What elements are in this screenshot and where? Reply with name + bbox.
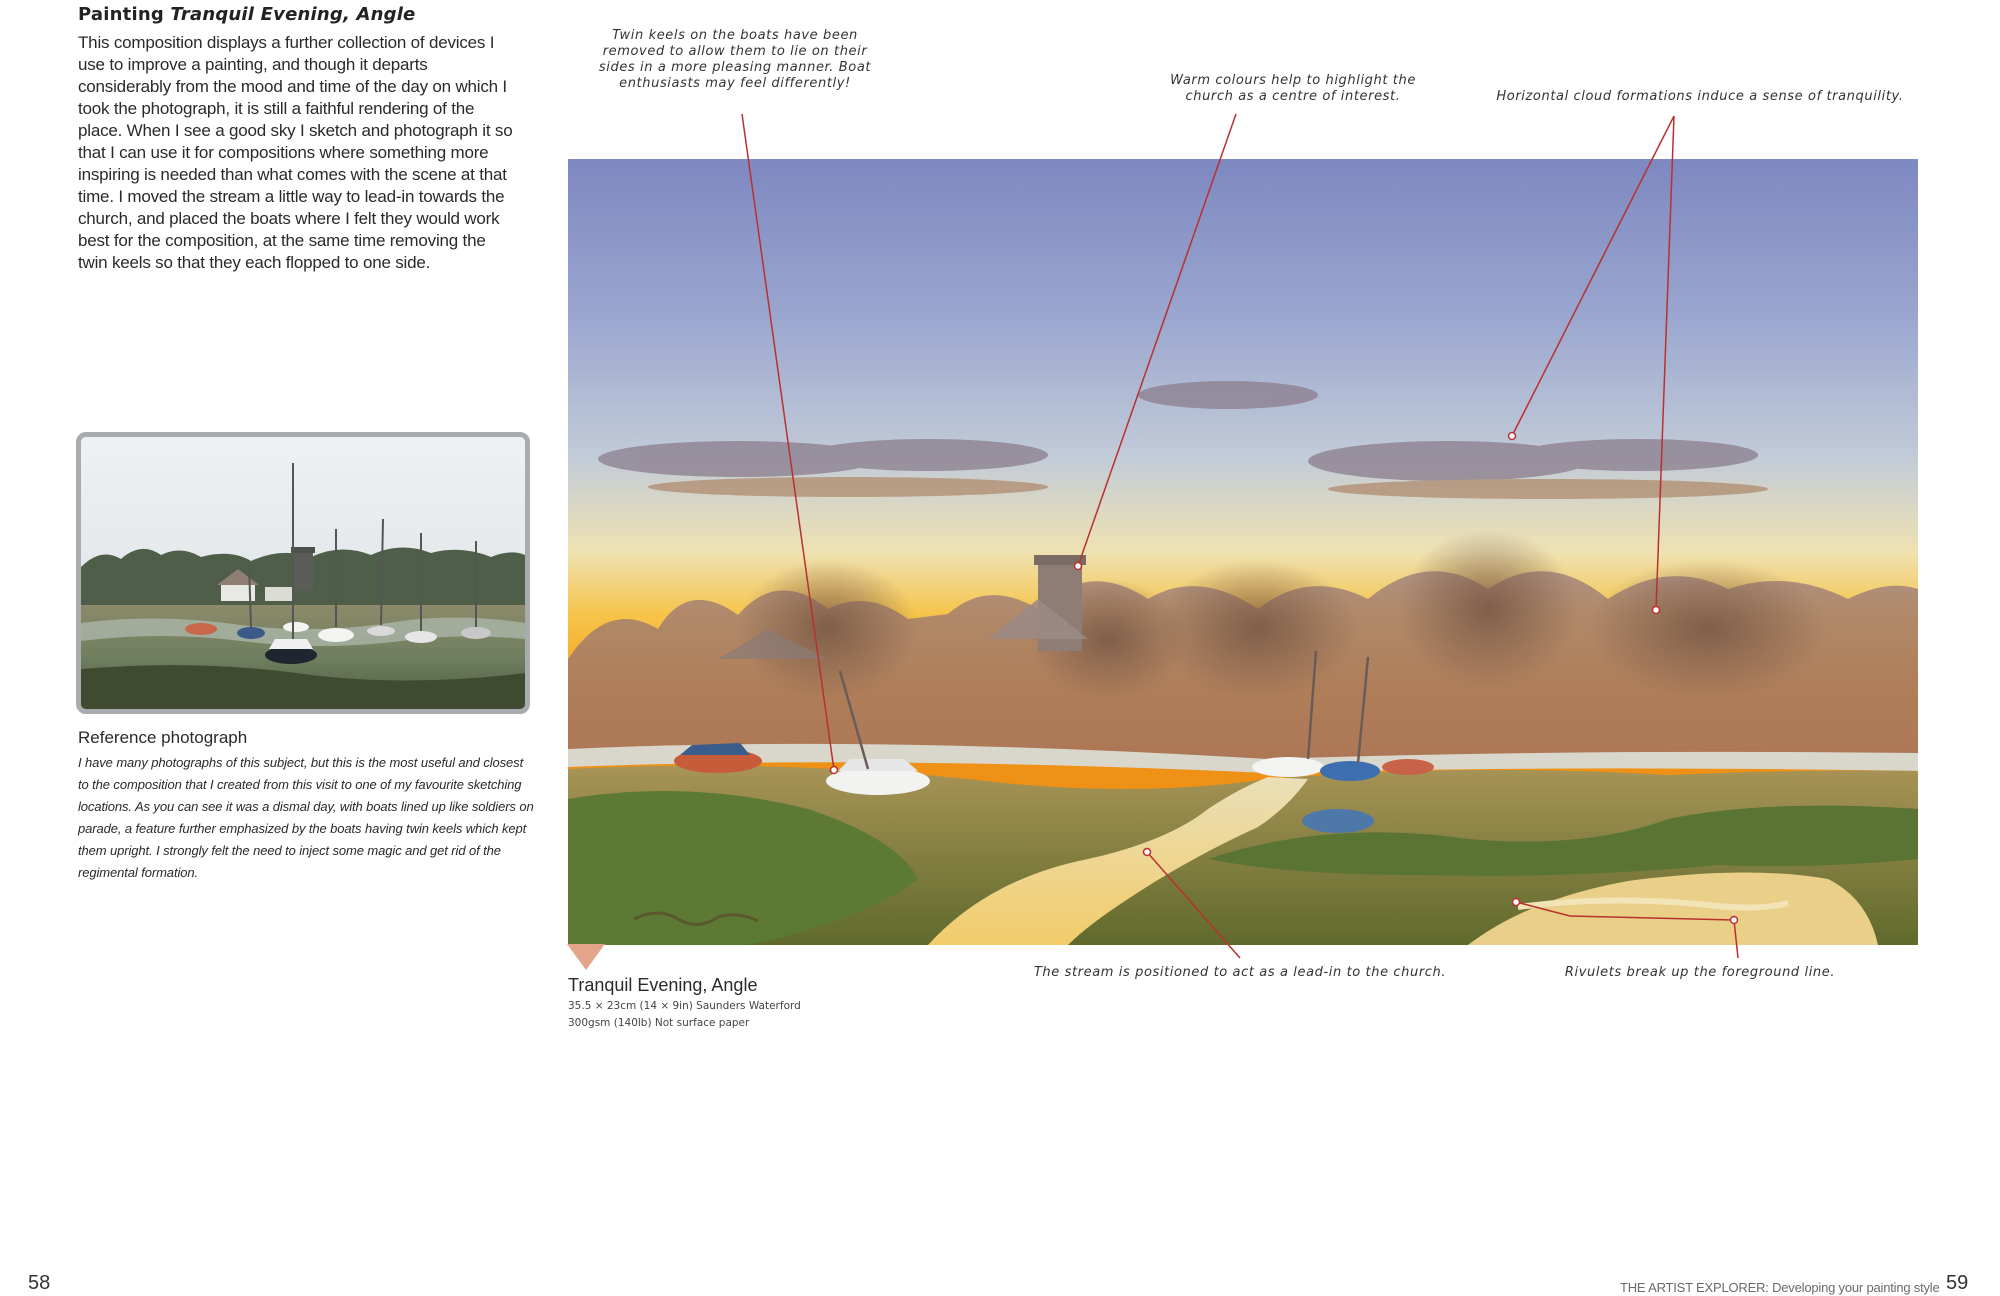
annotation-warm-colours: Warm colours help to highlight the church as a centre of interest. xyxy=(1170,73,1416,104)
running-head: THE ARTIST EXPLORER: Developing your painting style xyxy=(1620,1280,1940,1295)
reference-caption: I have many photographs of this subject, but this is the most useful and closest to the composition that I created from this visit to one of my favourite sketching locations. As you can see it was a dismal day, with boats lined up like soldiers on parade, a feature further emphasized by the boats having twin keels which kept them upright. I strongly felt the need to inject some magic and get rid of the regimental formation. xyxy=(78,755,534,880)
painting-marker-triangle xyxy=(567,944,605,970)
heading-title: Tranquil Evening, Angle xyxy=(170,4,416,25)
reference-title: Reference photograph xyxy=(78,728,248,747)
section-heading xyxy=(78,4,415,25)
painting-title: Tranquil Evening, Angle xyxy=(568,975,758,995)
annotation-keels: Twin keels on the boats have been removed to allow them to lie on their sides in a more pleasing manner. Boat enthusiasts may feel differently! xyxy=(598,28,872,91)
page-number-left: 58 xyxy=(28,1272,51,1294)
annotation-rivulets: Rivulets break up the foreground line. xyxy=(1564,965,1836,980)
reference-photo-image xyxy=(81,437,525,709)
reference-photo xyxy=(76,432,530,714)
intro-paragraph: This composition displays a further collection of devices I use to improve a painting, and though it departs considerably from the mood and time of the day on which I took the photograph, it is still a faithful rendering of the place. When I see a good sky I sketch and photograph it so that I can use it for compositions where something more inspiring is needed than what comes with the scene at that time. I moved the stream a little way to lead-in towards the church, and placed the boats where I felt they would work best for the composition, at the same time removing the twin keels so that they each flopped to one side. xyxy=(78,33,513,272)
painting-spec-paper: 300gsm (140lb) Not surface paper xyxy=(568,1017,750,1029)
heading-prefix: Painting xyxy=(78,4,171,25)
main-painting xyxy=(568,159,1918,945)
annotation-clouds: Horizontal cloud formations induce a sense of tranquility. xyxy=(1496,89,1904,104)
painting-spec-size: 35.5 × 23cm (14 × 9in) Saunders Waterford xyxy=(568,1000,801,1012)
page-number-right: 59 xyxy=(1946,1272,1969,1294)
painting-image xyxy=(568,159,1918,945)
annotation-stream: The stream is positioned to act as a lead-in to the church. xyxy=(1033,965,1447,980)
